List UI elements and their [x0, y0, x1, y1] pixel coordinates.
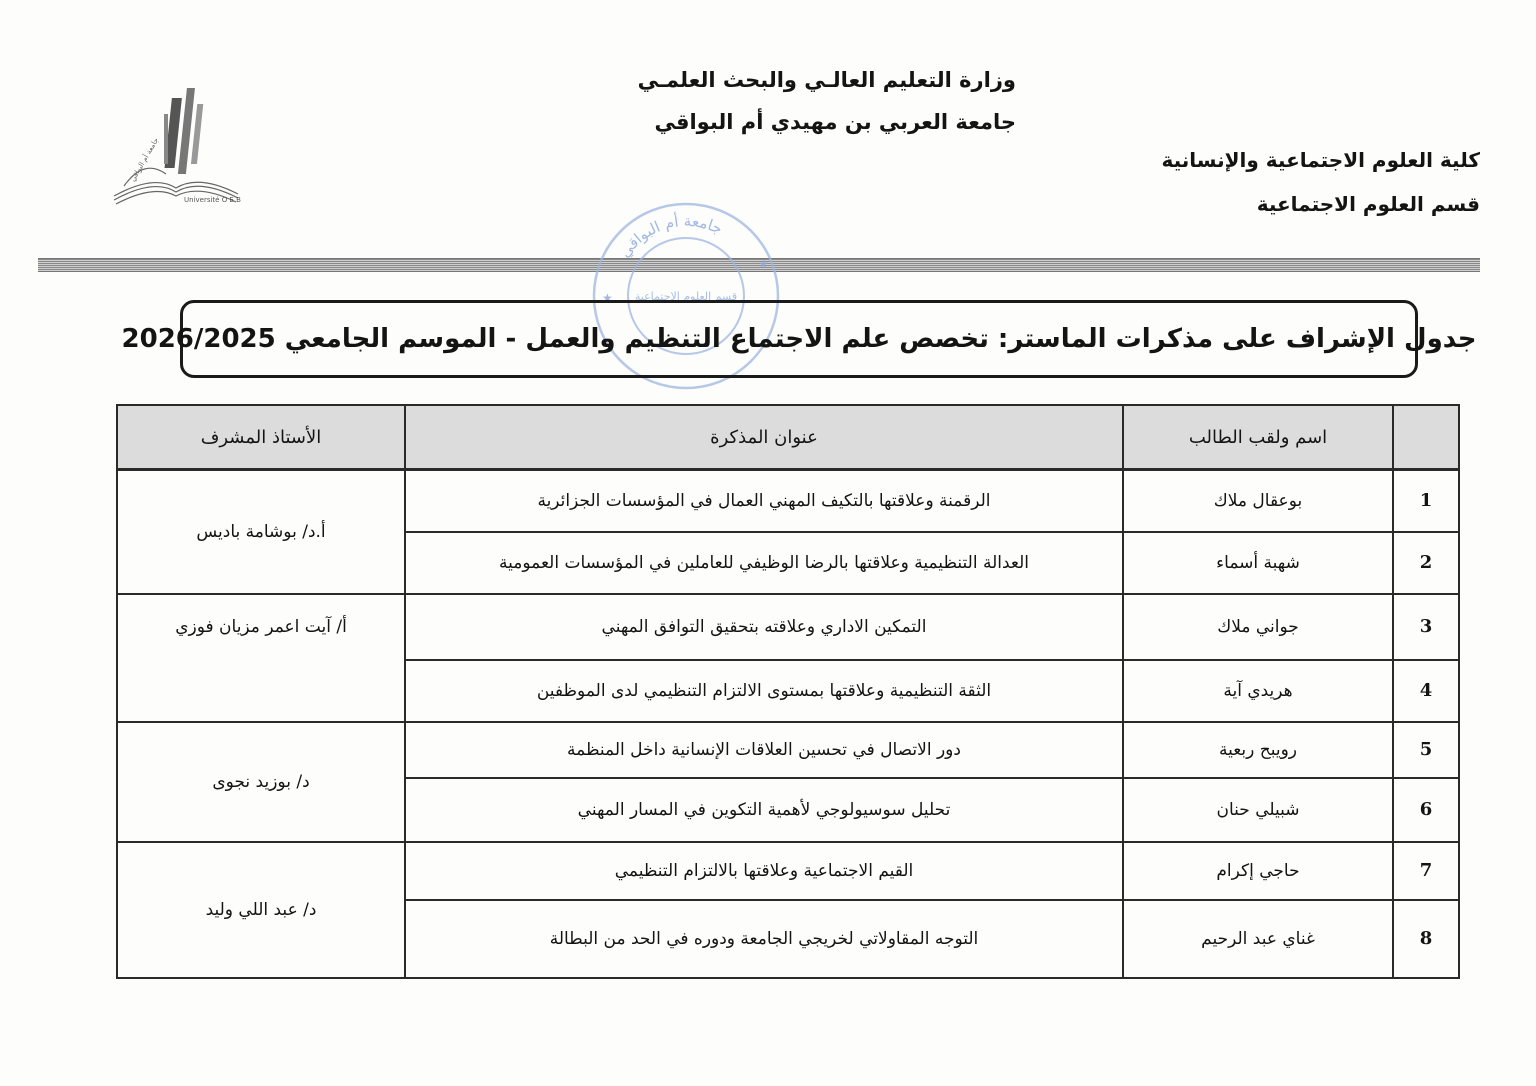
logo-caption: Université O E B	[184, 196, 241, 204]
ministry-name: وزارة التعليم العالـي والبحث العلمـي	[637, 68, 1016, 92]
supervisor-name: د/ بوزيد نجوى	[117, 722, 405, 842]
table-row	[117, 470, 1459, 532]
row-number: 5	[1393, 722, 1459, 778]
faculty-name: كلية العلوم الاجتماعية والإنسانية	[1161, 148, 1480, 172]
stamp-star-icon: ★	[758, 257, 769, 271]
header-student: اسم ولقب الطالب	[1123, 405, 1393, 470]
header-thesis: عنوان المذكرة	[405, 405, 1123, 470]
row-number: 3	[1393, 594, 1459, 660]
thesis-title: تحليل سوسيولوجي لأهمية التكوين في المسار المهني	[405, 778, 1123, 842]
student-name: هريدي آية	[1123, 660, 1393, 722]
thesis-title: العدالة التنظيمية وعلاقتها بالرضا الوظيفي للعاملين في المؤسسات العمومية	[405, 532, 1123, 594]
supervision-table	[116, 404, 1460, 979]
stamp-inner-text: قسم العلوم الاجتماعية	[634, 290, 738, 303]
student-name: جواني ملاك	[1123, 594, 1393, 660]
logo-arabic-text: جامعة أم البواقي	[128, 136, 161, 183]
supervisor-name: أ/ آيت اعمر مزيان فوزي	[117, 594, 405, 722]
table-row	[117, 722, 1459, 778]
thesis-title: الثقة التنظيمية وعلاقتها بمستوى الالتزام التنظيمي لدى الموظفين	[405, 660, 1123, 722]
stamp-star-icon: ★	[602, 291, 613, 305]
row-number: 8	[1393, 900, 1459, 978]
thesis-title: التمكين الاداري وعلاقته بتحقيق التوافق المهني	[405, 594, 1123, 660]
student-name: شهبة أسماء	[1123, 532, 1393, 594]
header-num	[1393, 405, 1459, 470]
supervisor-name: د/ عبد اللي وليد	[117, 842, 405, 978]
table-header-row	[117, 405, 1459, 470]
university-name: جامعة العربي بن مهيدي أم البواقي	[654, 110, 1016, 134]
table-row	[117, 594, 1459, 660]
thesis-title: التوجه المقاولاتي لخريجي الجامعة ودوره في الحد من البطالة	[405, 900, 1123, 978]
supervisor-name: أ.د/ بوشامة باديس	[117, 470, 405, 594]
page-title: جدول الإشراف على مذكرات الماستر: تخصص علم الاجتماع التنظيم والعمل - الموسم الجامعي 2026/2025	[121, 324, 1477, 354]
thesis-title: الرقمنة وعلاقتها بالتكيف المهني العمال في المؤسسات الجزائرية	[405, 470, 1123, 532]
row-number: 4	[1393, 660, 1459, 722]
thesis-title: القيم الاجتماعية وعلاقتها بالالتزام التنظيمي	[405, 842, 1123, 900]
row-number: 6	[1393, 778, 1459, 842]
header-supervisor: الأستاذ المشرف	[117, 405, 405, 470]
student-name: غناي عبد الرحيم	[1123, 900, 1393, 978]
title-box	[121, 300, 1477, 378]
department-name: قسم العلوم الاجتماعية	[1256, 192, 1480, 216]
student-name: بوعقال ملاك	[1123, 470, 1393, 532]
row-number: 1	[1393, 470, 1459, 532]
student-name: حاجي إكرام	[1123, 842, 1393, 900]
table-row	[117, 842, 1459, 900]
thesis-title: دور الاتصال في تحسين العلاقات الإنسانية داخل المنظمة	[405, 722, 1123, 778]
student-name: شبيلي حنان	[1123, 778, 1393, 842]
row-number: 2	[1393, 532, 1459, 594]
university-logo	[104, 78, 244, 218]
stamp-outer-text: جامعة أم البواقي	[615, 211, 726, 261]
student-name: رويبح ربعية	[1123, 722, 1393, 778]
row-number: 7	[1393, 842, 1459, 900]
